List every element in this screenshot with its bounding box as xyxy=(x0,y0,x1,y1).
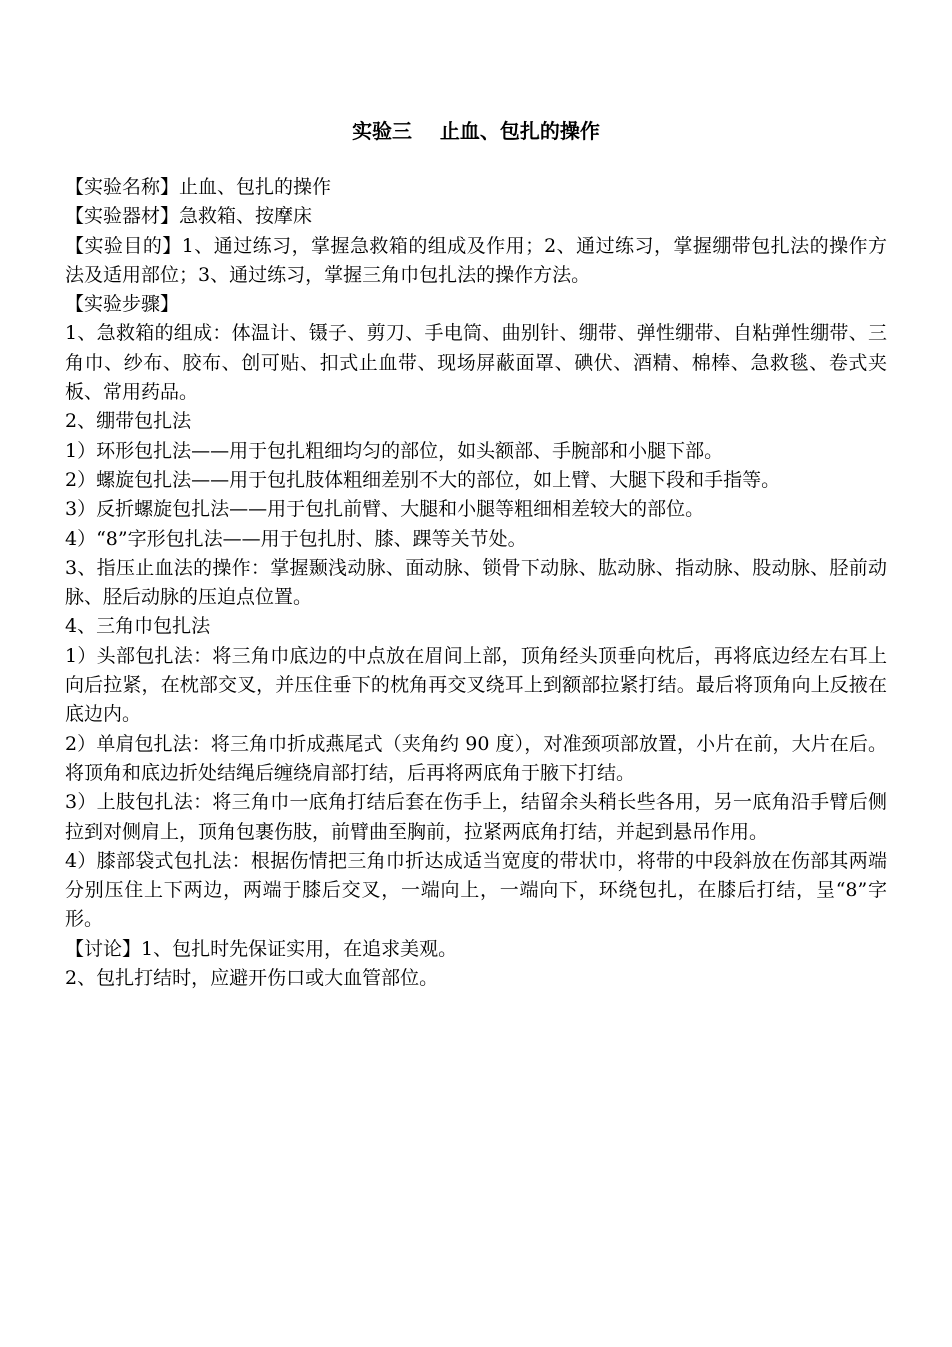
paragraph-upper-limb: 3）上肢包扎法：将三角巾一底角打结后套在伤手上，结留余头稍长些各用，另一底角沿手臂后侧拉到对侧肩上，顶角包裹伤肢，前臂曲至胸前，拉紧两底角打结，并起到悬吊作用。 xyxy=(65,791,887,843)
paragraph-bandage-heading: 2、绷带包扎法 xyxy=(65,410,192,433)
paragraph-experiment-name: 【实验名称】止血、包扎的操作 xyxy=(65,176,332,198)
paragraph-first-aid-kit: 1、急救箱的组成：体温计、镊子、剪刀、手电筒、曲别针、绷带、弹性绷带、自粘弹性绷带、三角巾、纱布、胶布、创可贴、扣式止血带、现场屏蔽面罩、碘伏、酒精、棉棒、急救毯、卷式夹板、常用药品。 xyxy=(65,322,887,404)
paragraph-shoulder-bandage: 2）单肩包扎法：将三角巾折成燕尾式（夹角约 90 度），对准颈项部放置，小片在前，大片在后。将顶角和底边折处结绳后缠绕肩部打结，后再将两底角于腋下打结。 xyxy=(65,732,887,784)
paragraph-steps-heading: 【实验步骤】 xyxy=(65,293,180,316)
paragraph-purpose: 【实验目的】1、通过练习，掌握急救箱的组成及作用；2、通过练习，掌握绷带包扎法的操作方法及适用部位；3、通过练习，掌握三角巾包扎法的操作方法。 xyxy=(65,234,887,286)
paragraph-figure-eight: 4）“8”字形包扎法——用于包扎肘、膝、踝等关节处。 xyxy=(65,527,527,550)
paragraph-spiral-bandage: 2）螺旋包扎法——用于包扎肢体粗细差别不大的部位，如上臂、大腿下段和手指等。 xyxy=(65,468,781,491)
paragraph-discussion-2: 2、包扎打结时，应避开伤口或大血管部位。 xyxy=(65,967,439,990)
paragraph-knee-bandage: 4）膝部袋式包扎法：根据伤情把三角巾折达成适当宽度的带状巾，将带的中段斜放在伤部其两端分别压住上下两边，两端于膝后交叉，一端向上，一端向下，环绕包扎，在膝后打结，呈“8”字形。 xyxy=(65,849,887,931)
paragraph-triangle-heading: 4、三角巾包扎法 xyxy=(65,615,211,638)
paragraph-circular-bandage: 1）环形包扎法——用于包扎粗细均匀的部位，如头额部、手腕部和小腿下部。 xyxy=(65,439,724,462)
document-body xyxy=(65,173,887,993)
paragraph-equipment: 【实验器材】急救箱、按摩床 xyxy=(65,205,313,228)
paragraph-discussion: 【讨论】1、包扎时先保证实用，在追求美观。 xyxy=(65,937,458,960)
paragraph-pressure-hemostasis: 3、指压止血法的操作：掌握颞浅动脉、面动脉、锁骨下动脉、肱动脉、指动脉、股动脉、胫前动脉、胫后动脉的压迫点位置。 xyxy=(65,556,887,609)
paragraph-head-bandage: 1）头部包扎法：将三角巾底边的中点放在眉间上部，顶角经头顶垂向枕后，再将底边经左右耳上向后拉紧，在枕部交叉，并压住垂下的枕角再交叉绕耳上到额部拉紧打结。最后将顶角向上反掖在底边内。 xyxy=(65,644,887,726)
document-title: 实验三 止血、包扎的操作 xyxy=(352,119,600,143)
paragraph-reverse-spiral: 3）反折螺旋包扎法——用于包扎前臂、大腿和小腿等粗细相差较大的部位。 xyxy=(65,498,705,521)
